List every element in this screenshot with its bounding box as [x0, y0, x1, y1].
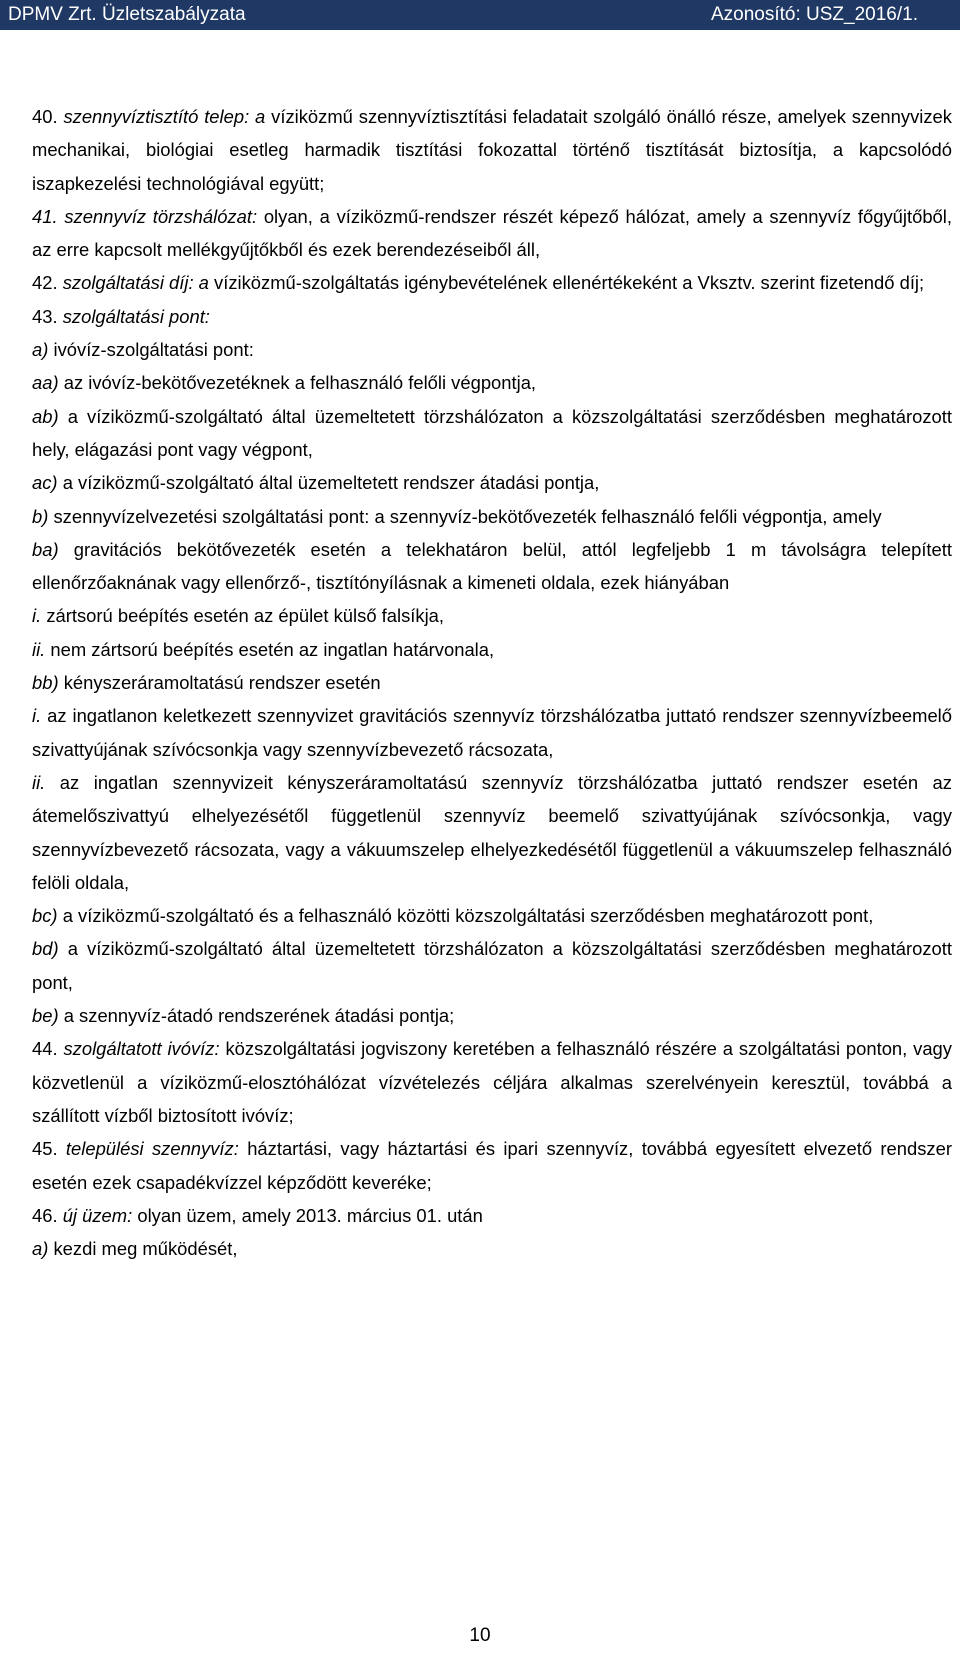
sub-item-text: kezdi meg működését, — [53, 1238, 238, 1260]
item-number: 46. — [32, 1204, 58, 1226]
sub-item-label: i. — [32, 705, 42, 727]
sub-item — [32, 899, 952, 932]
sub-item-label: ac) — [32, 472, 58, 494]
page-number: 10 — [469, 1625, 491, 1646]
sub-item-label: bc) — [32, 905, 58, 927]
sub-item — [32, 999, 952, 1032]
term-label: új üzem: — [62, 1204, 133, 1226]
document-header — [0, 0, 960, 30]
document-identifier: Azonosító: USZ_2016/1. — [710, 4, 918, 25]
definition-43 — [32, 300, 952, 333]
definition-44 — [32, 1032, 952, 1132]
item-number: 42. — [32, 272, 58, 294]
item-number: 45. — [32, 1138, 58, 1160]
sub-item-text: zártsorú beépítés esetén az épület külső falsíkja, — [46, 605, 444, 627]
sub-item — [32, 533, 952, 600]
sub-item-text: ivóvíz-szolgáltatási pont: — [53, 339, 254, 361]
sub-item-label: bb) — [32, 672, 59, 694]
definition-40 — [32, 100, 952, 200]
term-label: települési szennyvíz: — [65, 1138, 239, 1160]
sub-item-text: az ingatlanon keletkezett szennyvizet gravitációs szennyvíz törzshálózatba juttató rendszer szennyvízbeemelő szivattyújának szívócsonkja vagy szennyvízbevezető rácsozata, — [32, 705, 952, 760]
sub-item — [32, 699, 952, 766]
sub-item-label: a) — [32, 1238, 49, 1260]
sub-item-label: ba) — [32, 538, 59, 560]
sub-item-text: az ingatlan szennyvizeit kényszeráramoltatású szennyvíz törzshálózatba juttató rendszer esetén az átemelőszivattyú elhelyezésétől függetlenül szennyvíz beemelő szivattyújának szívócsonkja, vagy szennyvízbevezető rácsozata, vagy a vákuumszelep elhelyezkedésétől függetlenül a vákuumszelep felhasználó felöli oldala, — [32, 771, 952, 893]
definition-42 — [32, 266, 952, 299]
sub-item — [32, 400, 952, 467]
sub-item — [32, 766, 952, 899]
item-number: 41. — [32, 205, 58, 227]
sub-item-text: a szennyvíz-átadó rendszerének átadási pontja; — [63, 1005, 455, 1027]
item-number: 40. — [32, 106, 58, 127]
sub-item — [32, 1232, 952, 1265]
sub-item — [32, 366, 952, 399]
item-number: 43. — [32, 305, 58, 327]
sub-item-text: szennyvízelvezetési szolgáltatási pont: a szennyvíz-bekötővezeték felhasználó felőli végpontja, amely — [53, 505, 882, 527]
sub-item-label: ii. — [32, 771, 46, 793]
item-number: 44. — [32, 1038, 58, 1060]
sub-item-text: a víziközmű-szolgáltató által üzemeltetett törzshálózaton a közszolgáltatási szerződésben meghatározott pont, — [32, 938, 952, 993]
sub-item — [32, 333, 952, 366]
definition-text: háztartási, vagy háztartási és ipari szennyvíz, továbbá egyesített elvezető rendszer esetén ezek csapadékvízzel képződött keveréke; — [32, 1138, 952, 1193]
definition-text: víziközmű szennyvíztisztítási feladatait szolgáló önálló része, amelyek szennyvizek mechanikai, biológiai esetleg harmadik tisztítási fokozattal történő tisztítását biztosítja, a kapcsolódó iszapkezelési technológiával együtt; — [32, 106, 952, 194]
document-body — [32, 100, 952, 1265]
sub-item-label: ii. — [32, 638, 46, 660]
sub-item-text: a víziközmű-szolgáltató és a felhasználó közötti közszolgáltatási szerződésben meghatározott pont, — [62, 905, 874, 927]
definition-text: víziközmű-szolgáltatás igénybevételének ellenértékeként a Vksztv. szerint fizetendő díj; — [214, 272, 925, 294]
sub-item — [32, 932, 952, 999]
definition-46 — [32, 1199, 952, 1232]
sub-item-label: bd) — [32, 938, 59, 960]
sub-item — [32, 633, 952, 666]
sub-item-label: be) — [32, 1005, 59, 1027]
sub-item-text: a víziközmű-szolgáltató által üzemeltetett rendszer átadási pontja, — [62, 472, 600, 494]
term-label: szolgáltatási pont: — [62, 305, 210, 327]
sub-item-text: kényszeráramoltatású rendszer esetén — [63, 672, 381, 694]
term-label: szolgáltatási díj: a — [62, 272, 209, 294]
sub-item — [32, 666, 952, 699]
definition-45 — [32, 1132, 952, 1199]
sub-item-label: aa) — [32, 372, 59, 394]
document-title: DPMV Zrt. Üzletszabályzata — [8, 4, 246, 25]
definition-text: közszolgáltatási jogviszony keretében a felhasználó részére a szolgáltatási ponton, vagy közvetlenül a víziközmű-elosztóhálózat vízvételezés céljára alkalmas szerelvényein keresztül, továbbá a szállított vízből biztosított ivóvíz; — [32, 1038, 952, 1126]
sub-item — [32, 599, 952, 632]
definition-text: olyan üzem, amely 2013. március 01. után — [137, 1204, 483, 1226]
sub-item-text: a víziközmű-szolgáltató által üzemeltetett törzshálózaton a közszolgáltatási szerződésben meghatározott hely, elágazási pont vagy végpont, — [32, 405, 952, 460]
sub-item — [32, 500, 952, 533]
term-label: szolgáltatott ivóvíz: — [63, 1038, 220, 1060]
sub-item-text: nem zártsorú beépítés esetén az ingatlan határvonala, — [50, 638, 495, 660]
definition-41 — [32, 200, 952, 267]
sub-item — [32, 466, 952, 499]
sub-item-text: gravitációs bekötővezeték esetén a telekhatáron belül, attól legfeljebb 1 m távolságra telepített ellenőrzőaknának vagy ellenőrző-, tisztítónyílásnak a kimeneti oldala, ezek hiányában — [32, 538, 952, 594]
sub-item-label: ab) — [32, 405, 59, 427]
sub-item-label: a) — [32, 339, 49, 361]
sub-item-text: az ivóvíz-bekötővezetéknek a felhasználó felőli végpontja, — [63, 372, 537, 394]
sub-item-label: i. — [32, 605, 42, 627]
definition-text: olyan, a víziközmű-rendszer részét képező hálózat, amely a szennyvíz főgyűjtőből, az erre kapcsolt mellékgyűjtőkből és ezek berendezéseiből áll, — [32, 205, 952, 261]
term-label: szennyvíz törzshálózat: — [64, 205, 258, 227]
sub-item-label: b) — [32, 505, 49, 527]
term-label: szennyvíztisztító telep: a — [63, 106, 266, 127]
